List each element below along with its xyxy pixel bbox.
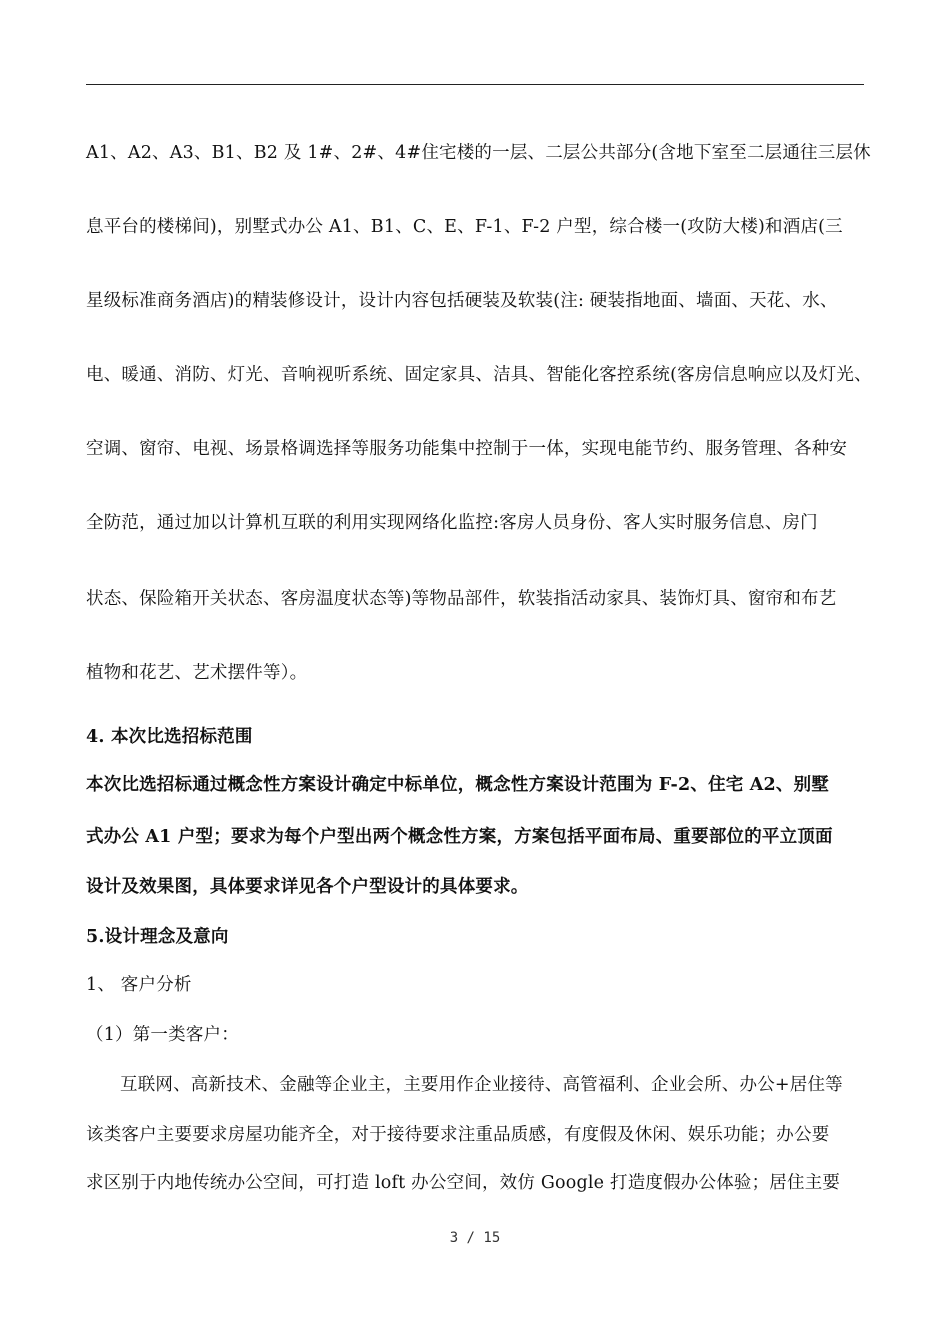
body-line: 互联网、高新技术、金融等企业主，主要用作企业接待、高管福利、企业会所、办公+居住等 [120, 1075, 843, 1095]
subsection-heading: （1）第一类客户： [86, 1025, 239, 1045]
body-line: 电、暖通、消防、灯光、音响视听系统、固定家具、洁具、智能化客控系统(客房信息响应以及灯光、 [86, 365, 872, 385]
body-line: 状态、保险箱开关状态、客房温度状态等)等物品部件，软装指活动家具、装饰灯具、窗帘和布艺 [86, 589, 837, 609]
body-line: 全防范，通过加以计算机互联的利用实现网络化监控:客房人员身份、客人实时服务信息、房门 [86, 513, 818, 533]
header-rule [86, 84, 864, 85]
subsection-heading: 1、 客户分析 [86, 975, 192, 995]
page-number: 3 / 15 [449, 1230, 501, 1246]
body-line: 该类客户主要要求房屋功能齐全，对于接待要求注重品质感，有度假及休闲、娱乐功能；办公要 [86, 1125, 830, 1145]
body-line: 求区别于内地传统办公空间，可打造 loft 办公空间，效仿 Google 打造度假办公体验；居住主要 [86, 1173, 841, 1193]
section-heading: 5.设计理念及意向 [86, 927, 229, 947]
section-heading: 4. 本次比选招标范围 [86, 727, 253, 747]
section-body-line: 式办公 A1 户型；要求为每个户型出两个概念性方案，方案包括平面布局、重要部位的平立顶面 [86, 827, 833, 847]
body-line: 息平台的楼梯间)，别墅式办公 A1、B1、C、E、F-1、F-2 户型，综合楼一(攻防大楼)和酒店(三 [86, 217, 843, 237]
body-line: A1、A2、A3、B1、B2 及 1#、2#、4#住宅楼的一层、二层公共部分(含地下室至二层通往三层休 [86, 143, 871, 163]
section-body-line: 设计及效果图，具体要求详见各个户型设计的具体要求。 [86, 877, 529, 897]
body-line: 空调、窗帘、电视、场景格调选择等服务功能集中控制于一体，实现电能节约、服务管理、各种安 [86, 439, 848, 459]
body-line: 植物和花艺、艺术摆件等）。 [86, 663, 308, 683]
section-body-line: 本次比选招标通过概念性方案设计确定中标单位，概念性方案设计范围为 F-2、住宅 A2、别墅 [86, 775, 830, 795]
body-line: 星级标准商务酒店)的精装修设计，设计内容包括硬装及软装(注: 硬装指地面、墙面、天花、水、 [86, 291, 838, 311]
